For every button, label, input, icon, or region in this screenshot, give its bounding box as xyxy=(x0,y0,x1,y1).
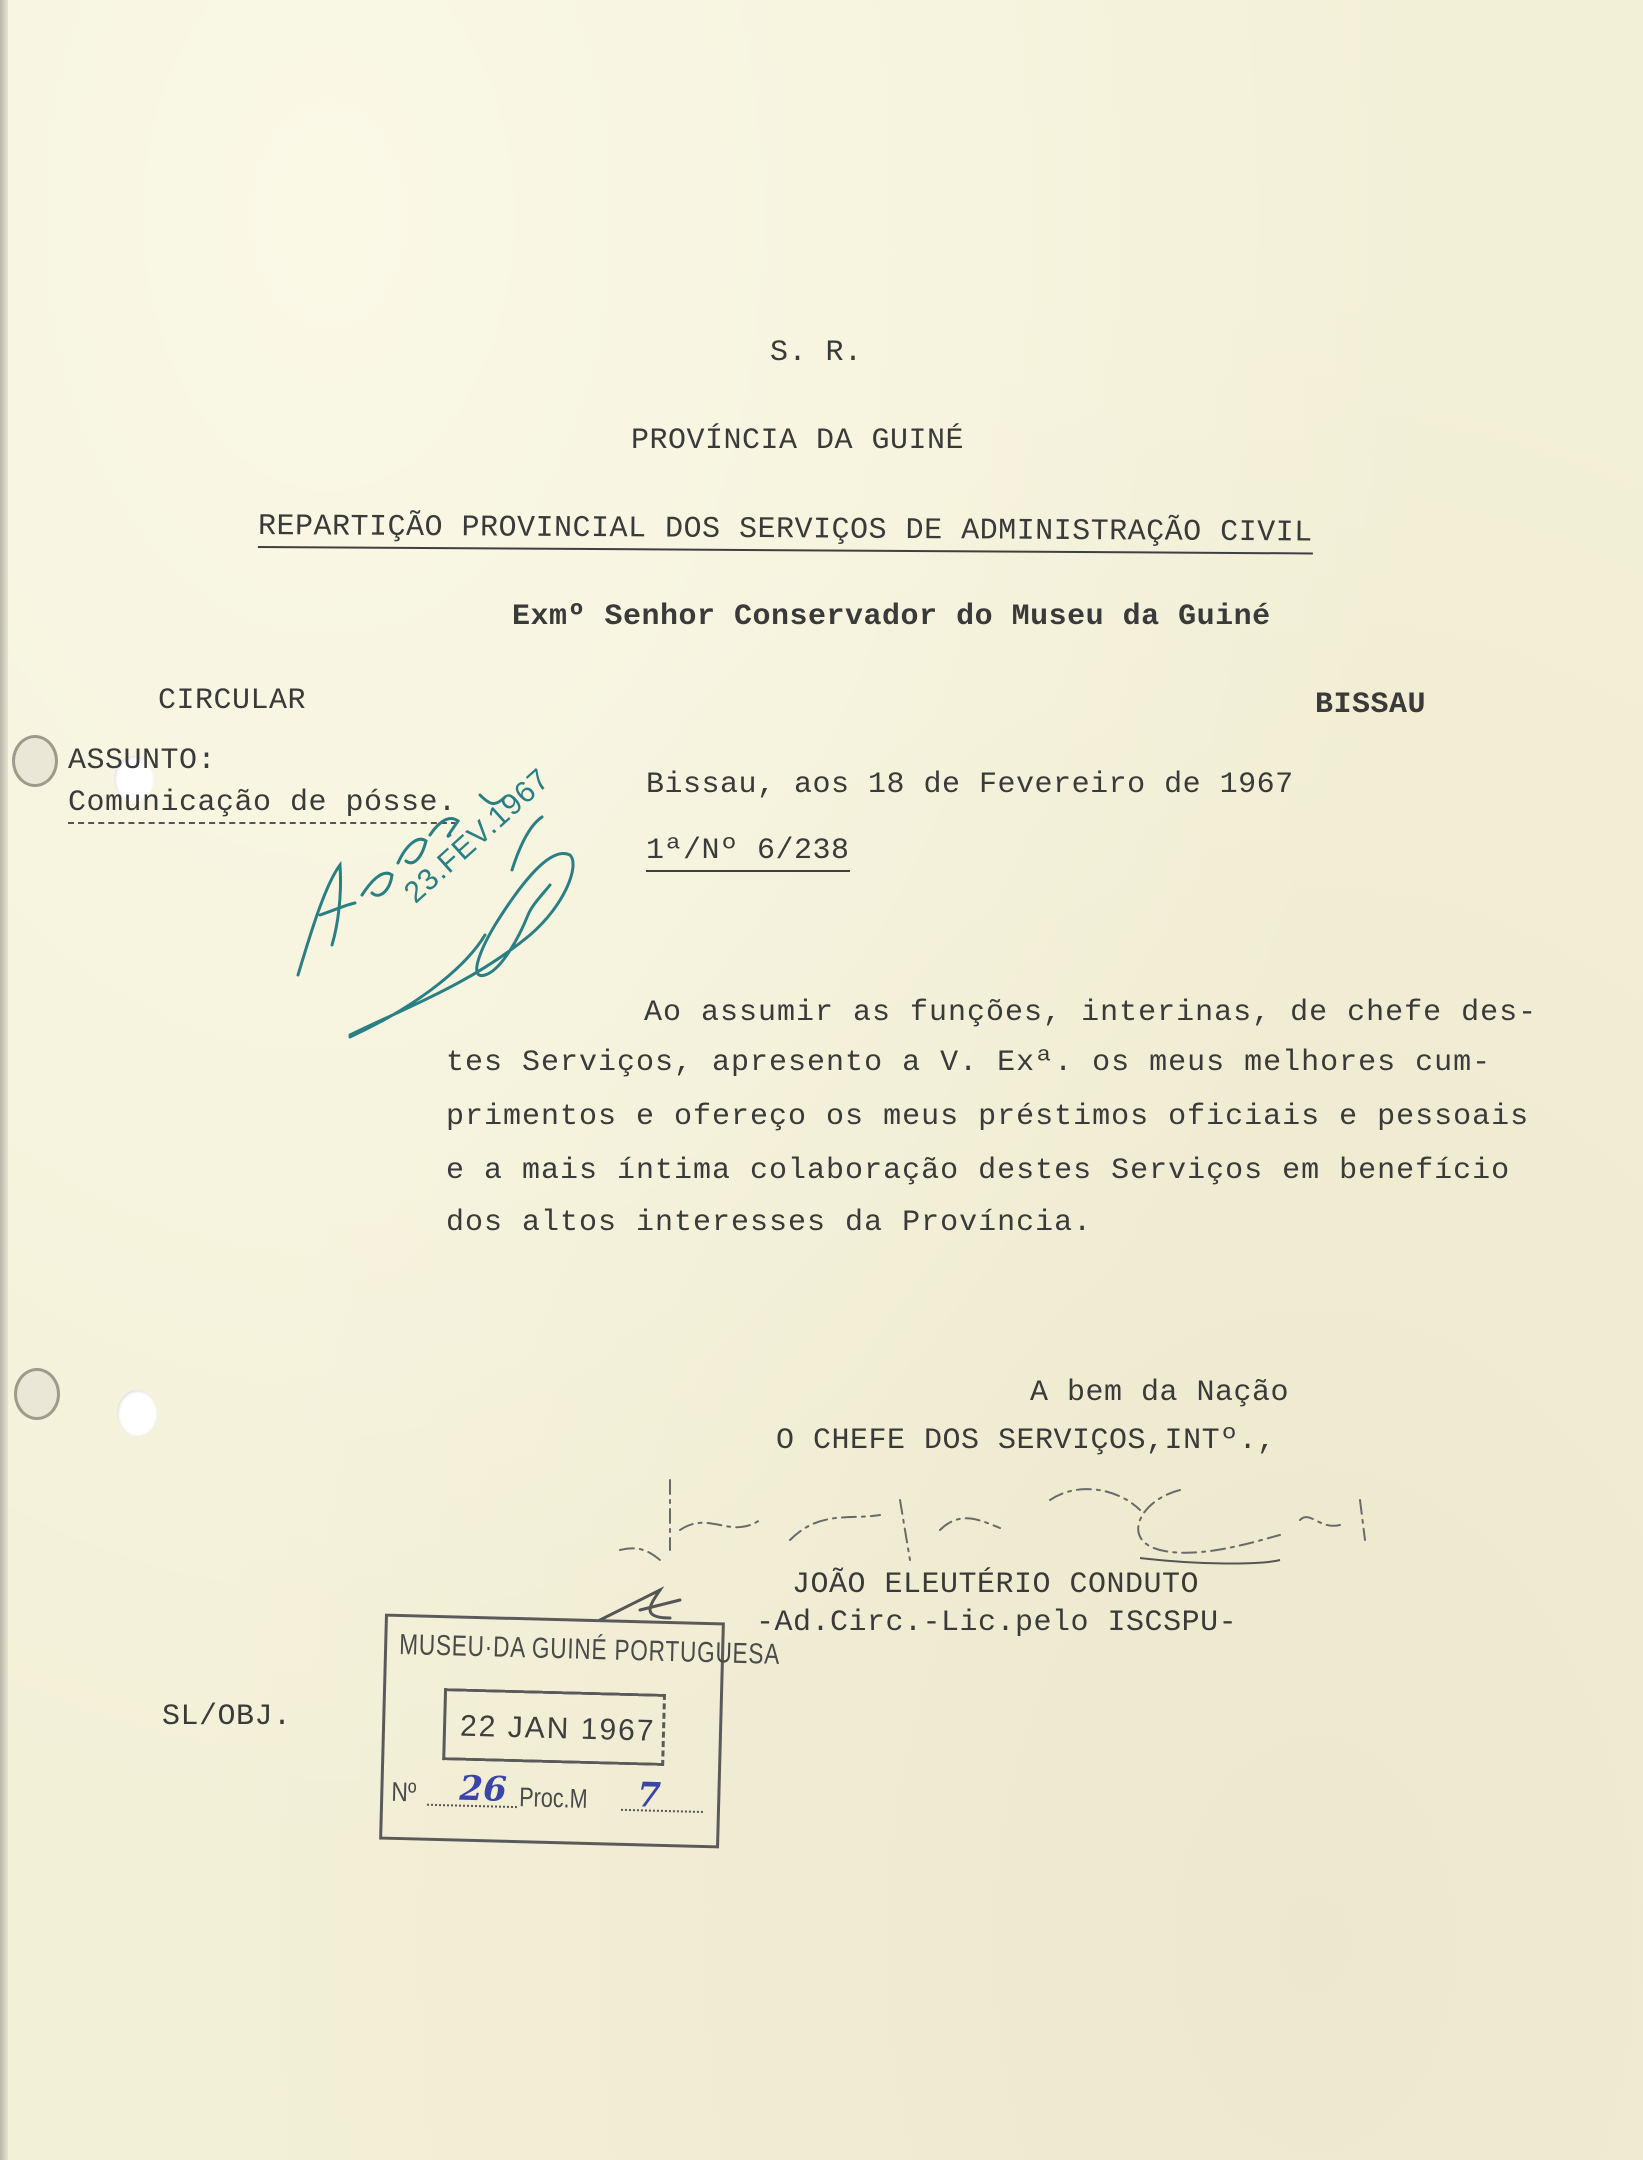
receipt-date-stamp: 23.FEV.1967 xyxy=(398,762,557,910)
museum-stamp-no-label: Nº xyxy=(390,1776,417,1808)
museum-stamp-date-box xyxy=(442,1688,666,1766)
museum-stamp-registry xyxy=(390,1768,710,1816)
punch-hole-shadow-top xyxy=(12,735,58,787)
paper-edge xyxy=(0,0,8,2160)
typist-initials: SL/OBJ. xyxy=(162,1700,292,1734)
punch-hole-bottom xyxy=(117,1390,157,1436)
header-addressee: Exmº Senhor Conservador do Museu da Guiné xyxy=(512,600,1271,634)
museum-stamp-no-value: 26 xyxy=(458,1768,508,1810)
header-department: REPARTIÇÃO PROVINCIAL DOS SERVIÇOS DE ADMINISTRAÇÃO CIVIL xyxy=(258,510,1313,554)
body-line-3: primentos e ofereço os meus préstimos oficiais e pessoais xyxy=(446,1100,1530,1134)
receipt-annotation xyxy=(280,762,600,1045)
subject-label: ASSUNTO: xyxy=(68,744,217,778)
museum-stamp-title: MUSEU·DA GUINÉ PORTUGUESA xyxy=(398,1628,781,1671)
body-line-5: dos altos interesses da Província. xyxy=(446,1206,1093,1240)
body-line-1: Ao assumir as funções, interinas, de chefe des- xyxy=(644,996,1538,1030)
header-province: PROVÍNCIA DA GUINÉ xyxy=(631,424,965,458)
museum-stamp xyxy=(379,1614,781,1849)
reference-number: 1ª/Nº 6/238 xyxy=(646,834,850,872)
city-label: BISSAU xyxy=(1315,688,1427,722)
museum-stamp-proc-label: Proc.M xyxy=(518,1782,589,1814)
body-line-2: tes Serviços, apresento a V. Exª. os meus melhores cum- xyxy=(446,1046,1492,1080)
header-sr: S. R. xyxy=(770,336,863,370)
museum-stamp-proc-line xyxy=(621,1809,703,1813)
signatory-name: JOÃO ELEUTÉRIO CONDUTO xyxy=(792,1568,1200,1602)
body-line-4: e a mais íntima colaboração destes Serviços em benefício xyxy=(446,1154,1511,1188)
museum-stamp-date: 22 JAN 1967 xyxy=(459,1709,656,1748)
punch-hole-shadow-bottom xyxy=(14,1368,60,1420)
signatory-credentials: -Ad.Circ.-Lic.pelo ISCSPU- xyxy=(756,1606,1238,1640)
closing-salutation: A bem da Nação xyxy=(1030,1376,1290,1410)
subject-text: Comunicação de pósse. xyxy=(68,786,457,824)
museum-stamp-proc-value: 7 xyxy=(636,1775,662,1816)
closing-title: O CHEFE DOS SERVIÇOS,INTº., xyxy=(776,1424,1276,1458)
circular-label: CIRCULAR xyxy=(158,684,307,718)
receipt-handwriting xyxy=(280,775,600,1045)
date-line: Bissau, aos 18 de Fevereiro de 1967 xyxy=(646,768,1294,802)
